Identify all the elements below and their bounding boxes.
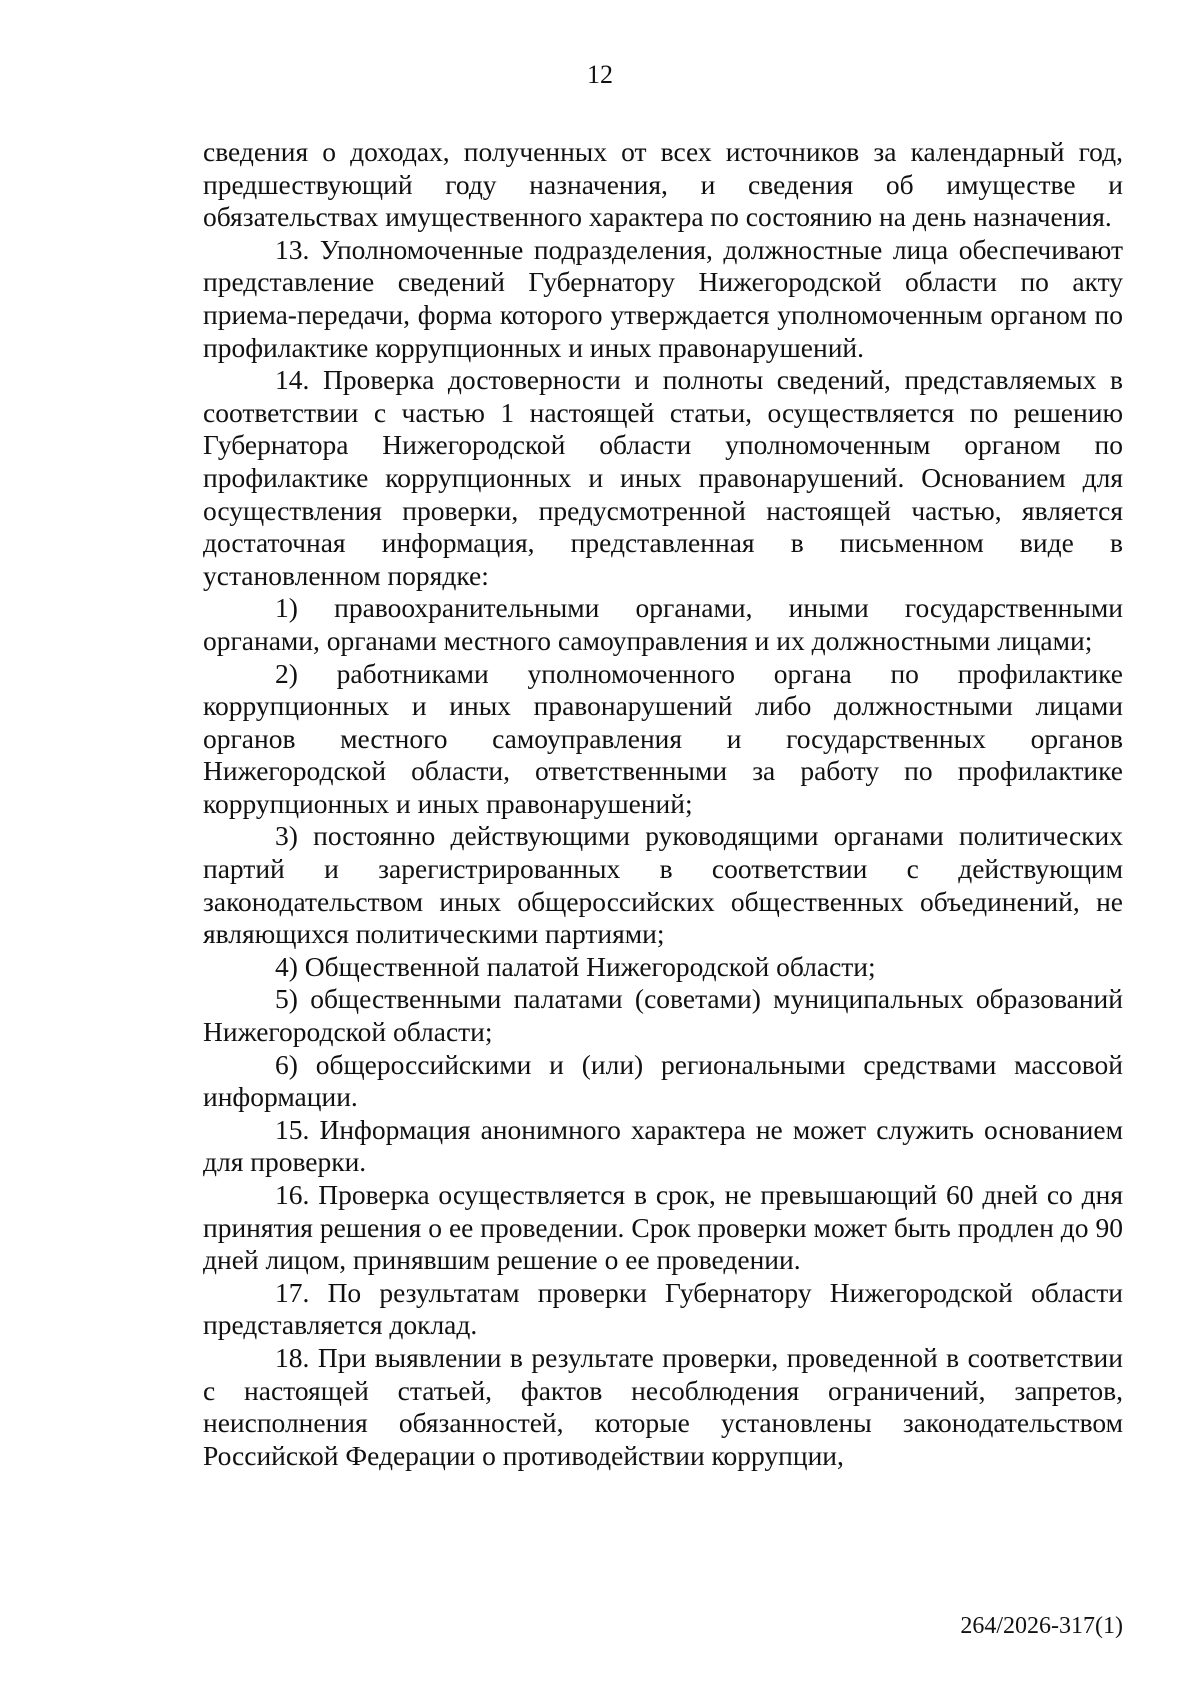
list-item-5: 5) общественными палатами (советами) муниципальных образований Нижегородской области; (203, 983, 1123, 1048)
list-item-3: 3) постоянно действующими руководящими органами политических партий и зарегистрированных в соответствии с действующим законодательством иных общероссийских общественных объединений, не являющихся политическими партиями; (203, 820, 1123, 950)
paragraph-continuation: сведения о доходах, полученных от всех источников за календарный год, предшествующий году назначения, и сведения об имуществе и обязательствах имущественного характера по состоянию на день назначения. (203, 136, 1123, 233)
paragraph-16: 16. Проверка осуществляется в срок, не превышающий 60 дней со дня принятия решения о ее проведении. Срок проверки может быть продлен до 90 дней лицом, принявшим решение о ее проведении. (203, 1179, 1123, 1276)
paragraph-17: 17. По результатам проверки Губернатору Нижегородской области представляется доклад. (203, 1276, 1123, 1341)
document-code: 264/2026-317(1) (960, 1613, 1123, 1639)
document-body (203, 136, 1123, 1472)
list-item-4: 4) Общественной палатой Нижегородской области; (275, 950, 876, 982)
paragraph-15: 15. Информация анонимного характера не может служить основанием для проверки. (203, 1113, 1123, 1178)
page-number: 12 (587, 60, 613, 89)
paragraph-18: 18. При выявлении в результате проверки, проведенной в соответствии с настоящей статьей, фактов несоблюдения ограничений, запретов, неисполнения обязанностей, которые установлены законодательством Российской Федерации о противодействии коррупции, (203, 1341, 1123, 1471)
list-item-6: 6) общероссийскими и (или) региональными средствами массовой информации. (203, 1048, 1123, 1113)
paragraph-14: 14. Проверка достоверности и полноты сведений, представляемых в соответствии с частью 1 настоящей статьи, осуществляется по решению Губернатора Нижегородской области уполномоченным органом по профилактике коррупционных и иных правонарушений. Основанием для осуществления проверки, предусмотренной настоящей частью, является достаточная информация, представленная в письменном виде в установленном порядке: (203, 364, 1123, 591)
list-item-2: 2) работниками уполномоченного органа по профилактике коррупционных и иных правонарушений либо должностными лицами органов местного самоуправления и государственных органов Нижегородской области, ответственными за работу по профилактике коррупционных и иных правонарушений; (203, 657, 1123, 819)
list-item-1: 1) правоохранительными органами, иными государственными органами, органами местного самоуправления и их должностными лицами; (203, 592, 1123, 656)
paragraph-13: 13. Уполномоченные подразделения, должностные лица обеспечивают представление сведений Губернатору Нижегородской области по акту приема-передачи, форма которого утверждается уполномоченным органом по профилактике коррупционных и иных правонарушений. (203, 233, 1123, 363)
